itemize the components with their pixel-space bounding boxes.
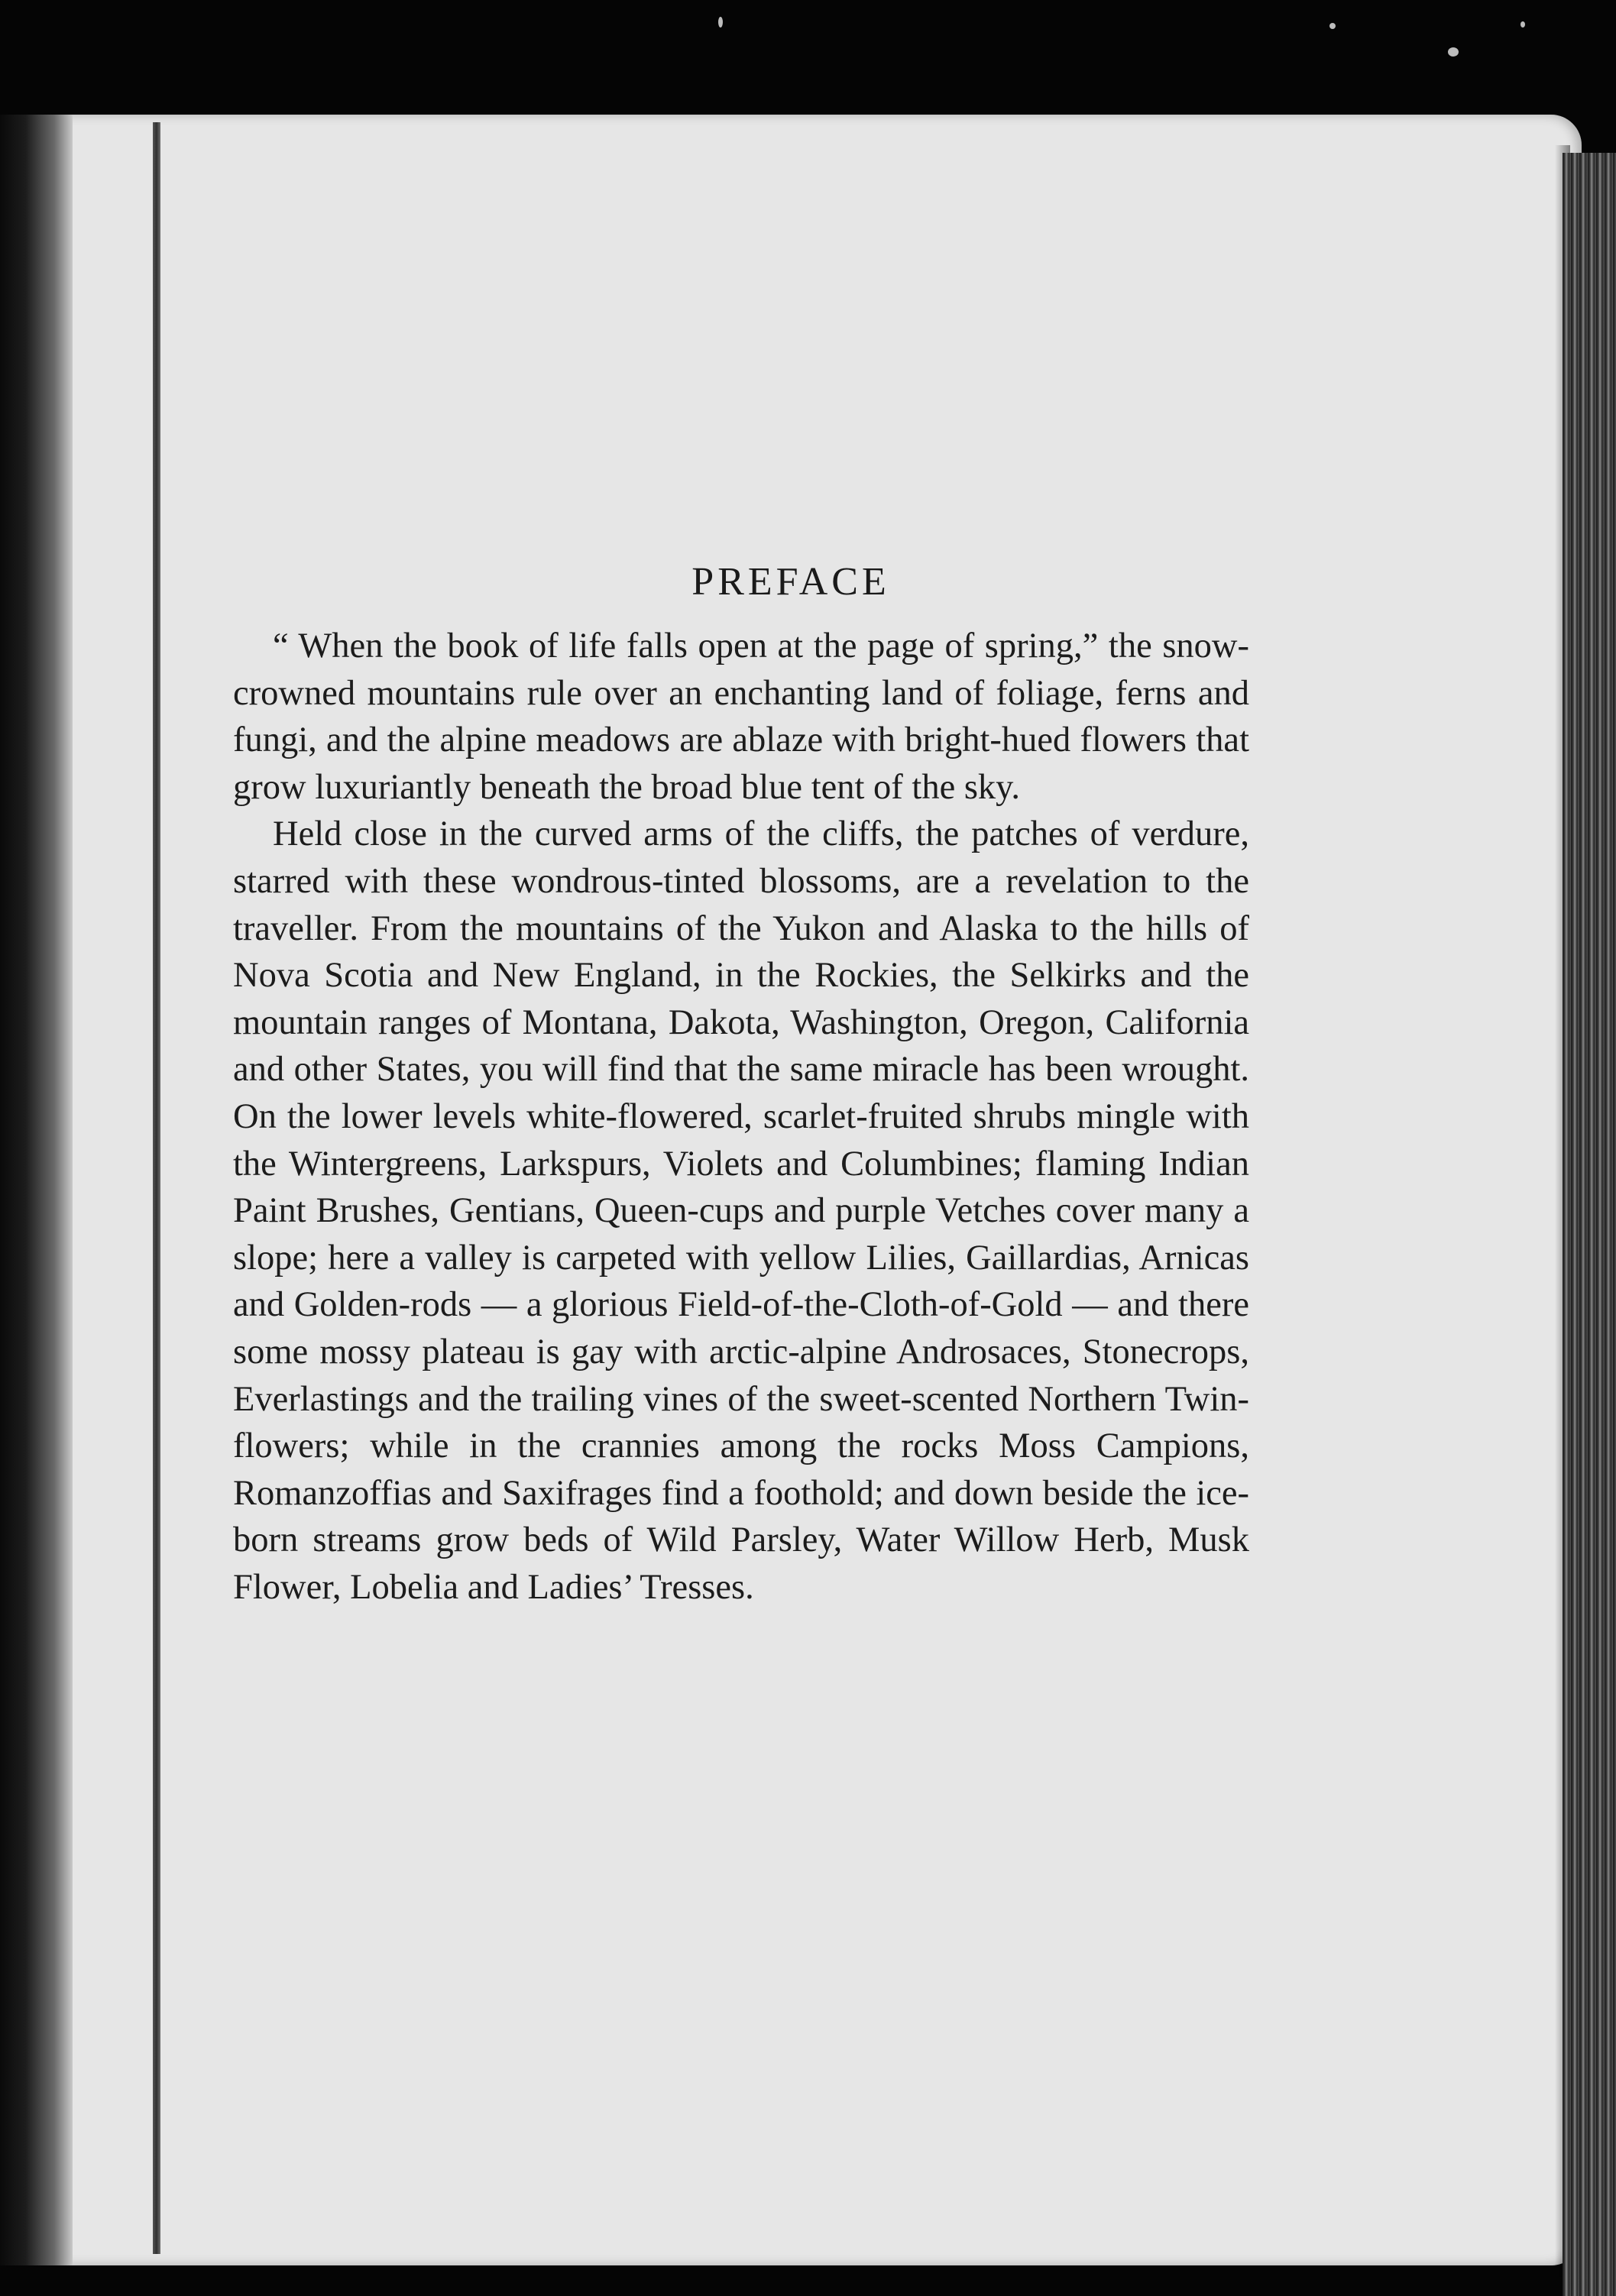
- preface-body: [233, 623, 1249, 1611]
- dust-speck: [1329, 23, 1336, 29]
- paragraph: Held close in the curved arms of the cliffs, the patches of verdure, starred with these wondrous-tinted blossoms, are a revelation to the traveller. From the mountains of the Yukon and Alaska to the hills of Nova Scotia and New England, in the Rockies, the Selkirks and the mountain ranges of Montana, Dakota, Washington, Oregon, California and other States, you will find that the same miracle has been wrought. On the lower levels white-flowered, scarlet-fruited shrubs mingle with the Wintergreens, Larkspurs, Violets and Columbines; flaming Indian Paint Brushes, Gentians, Queen-cups and purple Vetches cover many a slope; here a valley is carpeted with yellow Lilies, Gaillardias, Arnicas and Golden-rods — a glorious Field-of-the-Cloth-of-Gold — and there some mossy plateau is gay with arctic-alpine Androsaces, Stonecrops, Everlastings and the trailing vines of the sweet-scented Northern Twin-flowers; while in the crannies among the rocks Moss Campions, Romanzoffias and Saxifrages find a foothold; and down beside the ice-born streams grow beds of Wild Parsley, Water Willow Herb, Musk Flower, Lobelia and Ladies’ Tresses.: [233, 814, 1249, 1607]
- dust-speck: [718, 17, 723, 28]
- dust-speck: [1520, 21, 1525, 28]
- dust-speck: [1448, 47, 1459, 57]
- page-title: PREFACE: [691, 560, 890, 604]
- page-binding-shadow: [0, 115, 73, 2265]
- stacked-page-edges: [1563, 153, 1616, 2296]
- paragraph: “ When the book of life falls open at the page of spring,” the snow-crowned mountains rule over an enchanting land of foliage, ferns and fungi, and the alpine meadows are ablaze with bright-hued flowers that grow luxuriantly beneath the broad blue tent of the sky.: [233, 627, 1249, 807]
- gutter-line: [153, 122, 160, 2254]
